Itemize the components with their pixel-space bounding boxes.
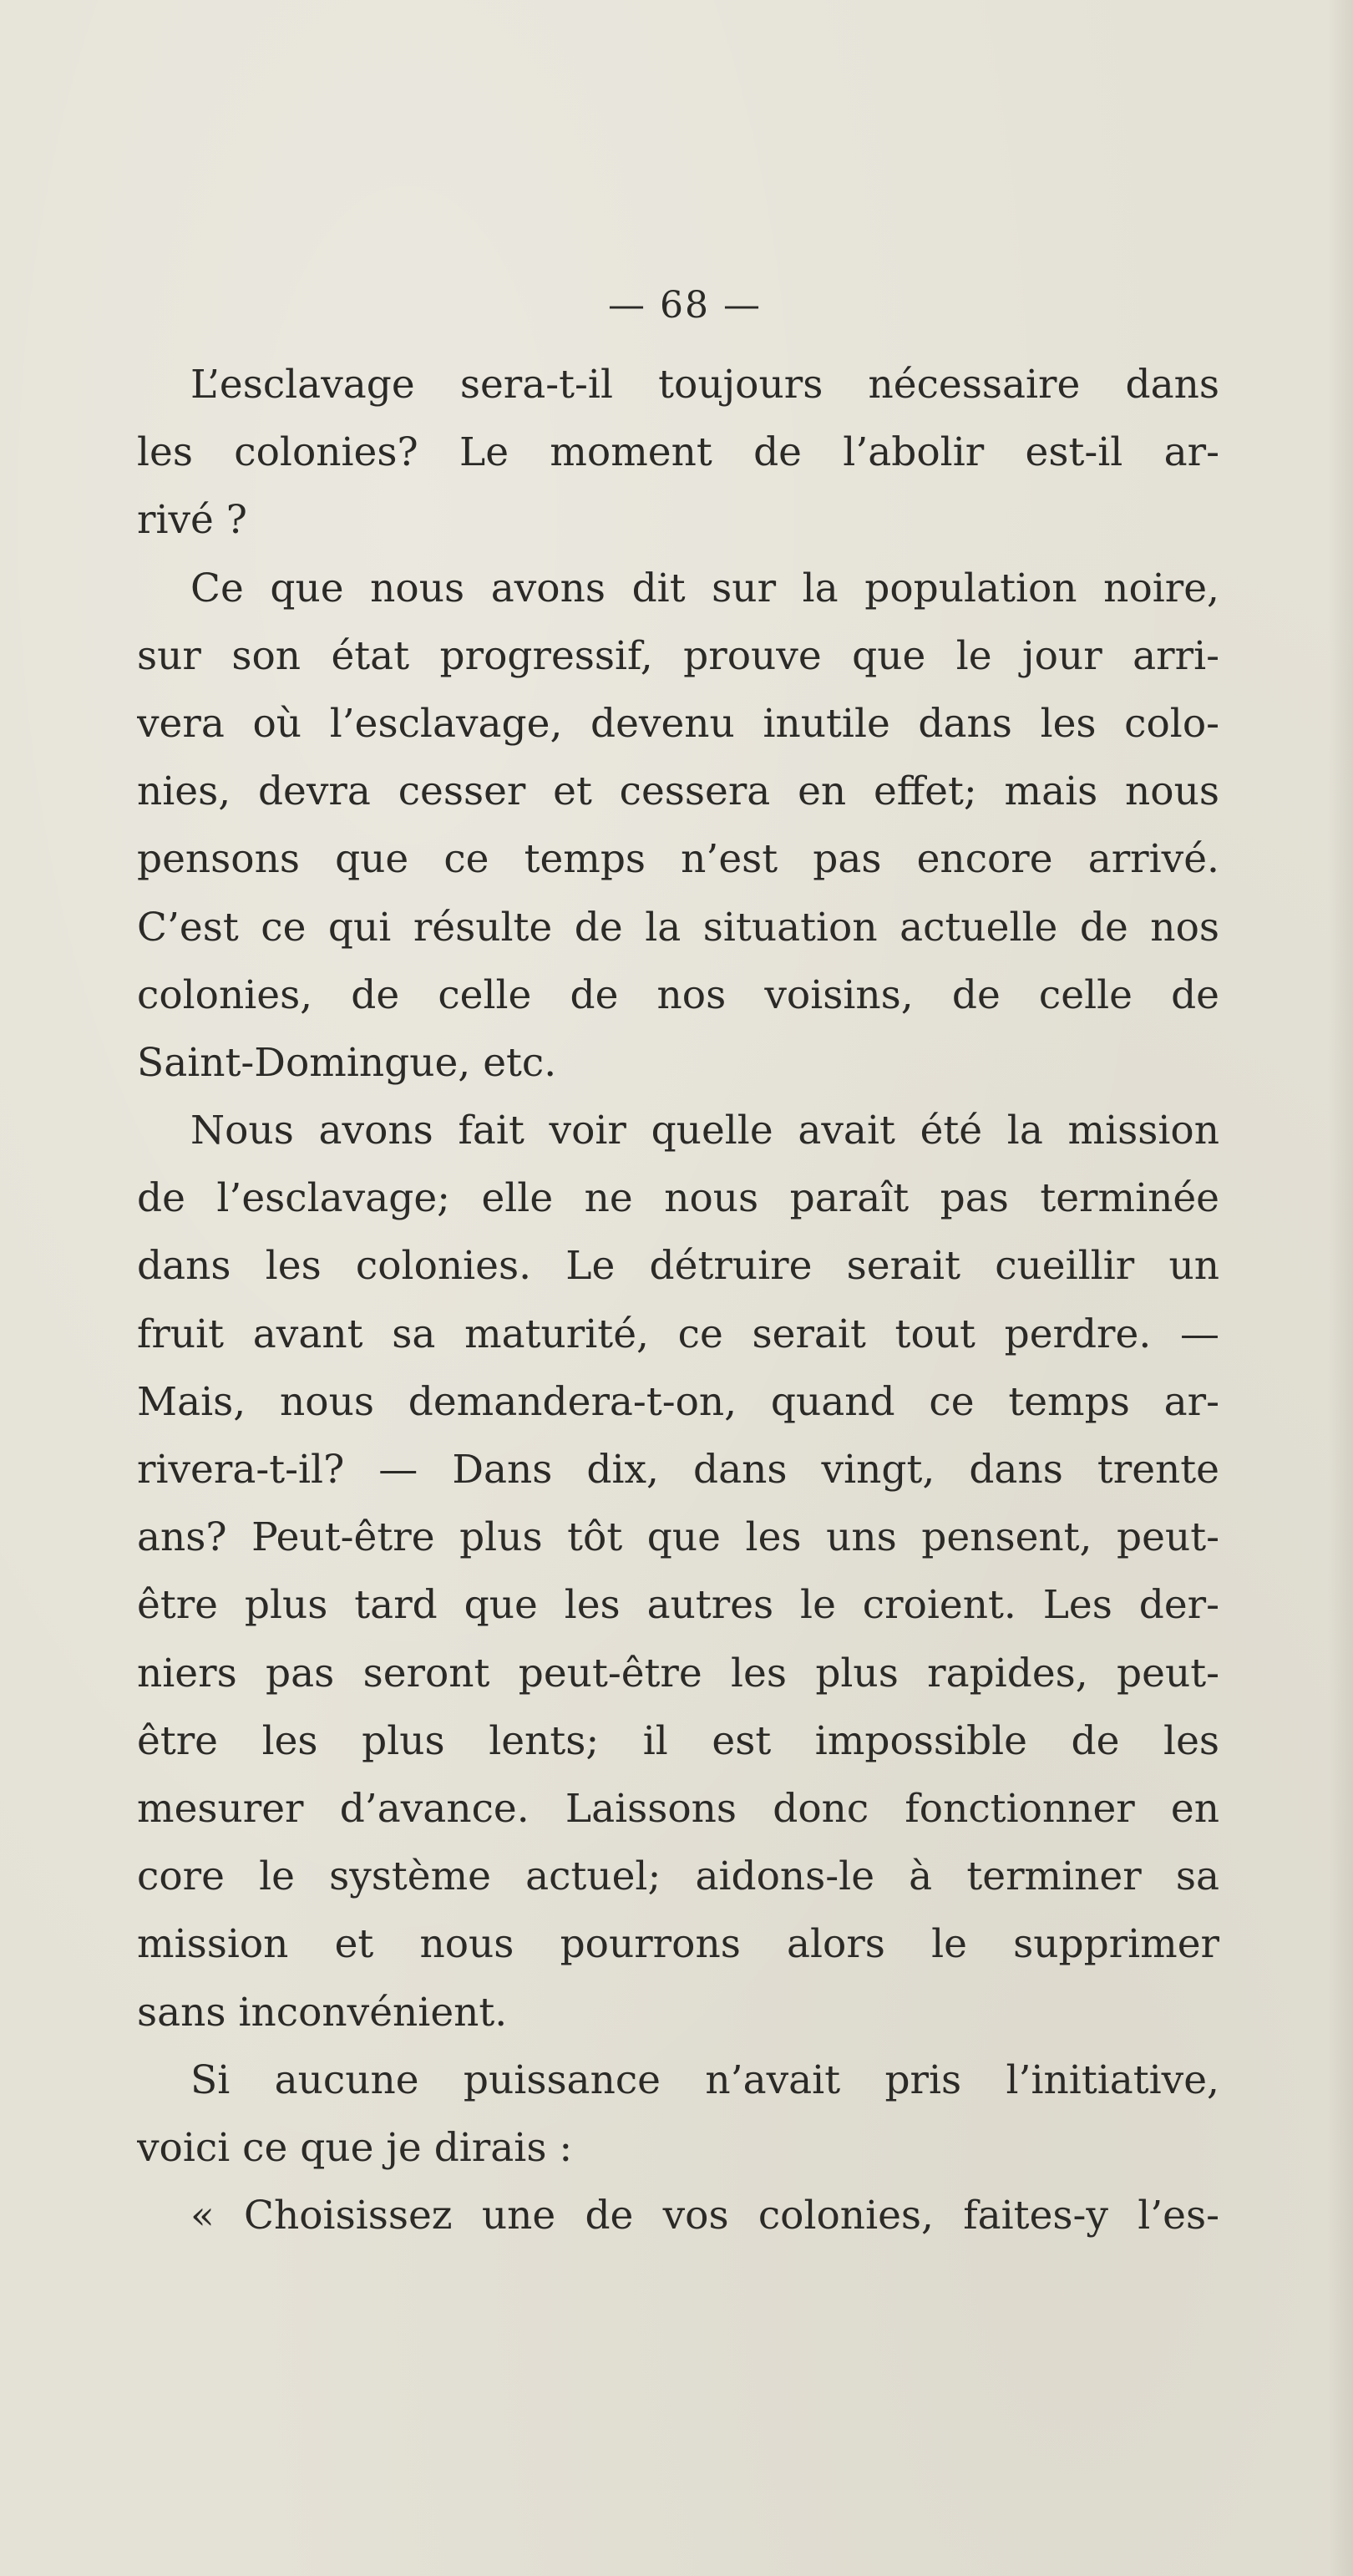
text-line: colonies, de celle de nos voisins, de celle de <box>137 971 1219 1018</box>
text-line: niers pas seront peut-être les plus rapides, peut- <box>137 1650 1219 1696</box>
text-line: Saint-Domingue, etc. <box>137 1039 557 1086</box>
text-line: Nous avons fait voir quelle avait été la mission <box>190 1108 1219 1154</box>
paragraph <box>137 1097 1219 2046</box>
text-line: être plus tard que les autres le croient. Les der- <box>137 1582 1219 1629</box>
text-line: sans inconvénient. <box>137 1989 508 2036</box>
text-line: vera où l’esclavage, devenu inutile dans les colo- <box>137 700 1219 747</box>
page-number: — 68 — <box>608 284 762 327</box>
text-line: sur son état progressif, prouve que le jour arri- <box>137 632 1219 679</box>
text-line: mission et nous pourrons alors le supprimer <box>137 1921 1219 1968</box>
text-line: être les plus lents; il est impossible de les <box>137 1717 1219 1764</box>
text-line: Mais, nous demandera-t-on, quand ce temps ar- <box>137 1378 1219 1425</box>
text-line: les colonies? Le moment de l’abolir est-il ar- <box>137 429 1219 476</box>
paragraph <box>137 555 1219 1098</box>
text-line: voici ce que je dirais : <box>137 2124 573 2171</box>
page-edge-shadow <box>1328 0 1353 2576</box>
text-line: pensons que ce temps n’est pas encore arrivé. <box>137 836 1219 883</box>
text-line: C’est ce qui résulte de la situation actuelle de nos <box>137 904 1219 951</box>
paragraph <box>137 351 1219 555</box>
text-line: rivé ? <box>137 497 248 544</box>
text-line: « Choisissez une de vos colonies, faites-y l’es- <box>190 2193 1219 2239</box>
text-line: rivera-t-il? — Dans dix, dans vingt, dans trente <box>137 1447 1219 1493</box>
paragraph <box>137 2182 1219 2249</box>
text-line: nies, devra cesser et cessera en effet; mais nous <box>137 768 1219 815</box>
text-line: fruit avant sa maturité, ce serait tout perdre. — <box>137 1311 1219 1357</box>
text-line: ans? Peut-être plus tôt que les uns pensent, peut- <box>137 1514 1219 1561</box>
text-line: Ce que nous avons dit sur la population noire, <box>190 565 1219 611</box>
paragraph <box>137 2046 1219 2182</box>
text-line: core le système actuel; aidons-le à terminer sa <box>137 1853 1219 1900</box>
text-line: de l’esclavage; elle ne nous paraît pas terminée <box>137 1175 1219 1222</box>
body-text <box>137 351 1219 2249</box>
text-line: L’esclavage sera-t-il toujours nécessaire dans <box>190 362 1219 408</box>
text-line: Si aucune puissance n’avait pris l’initiative, <box>190 2056 1219 2103</box>
text-line: dans les colonies. Le détruire serait cueillir un <box>137 1243 1219 1290</box>
text-line: mesurer d’avance. Laissons donc fonctionner en <box>137 1785 1219 1832</box>
